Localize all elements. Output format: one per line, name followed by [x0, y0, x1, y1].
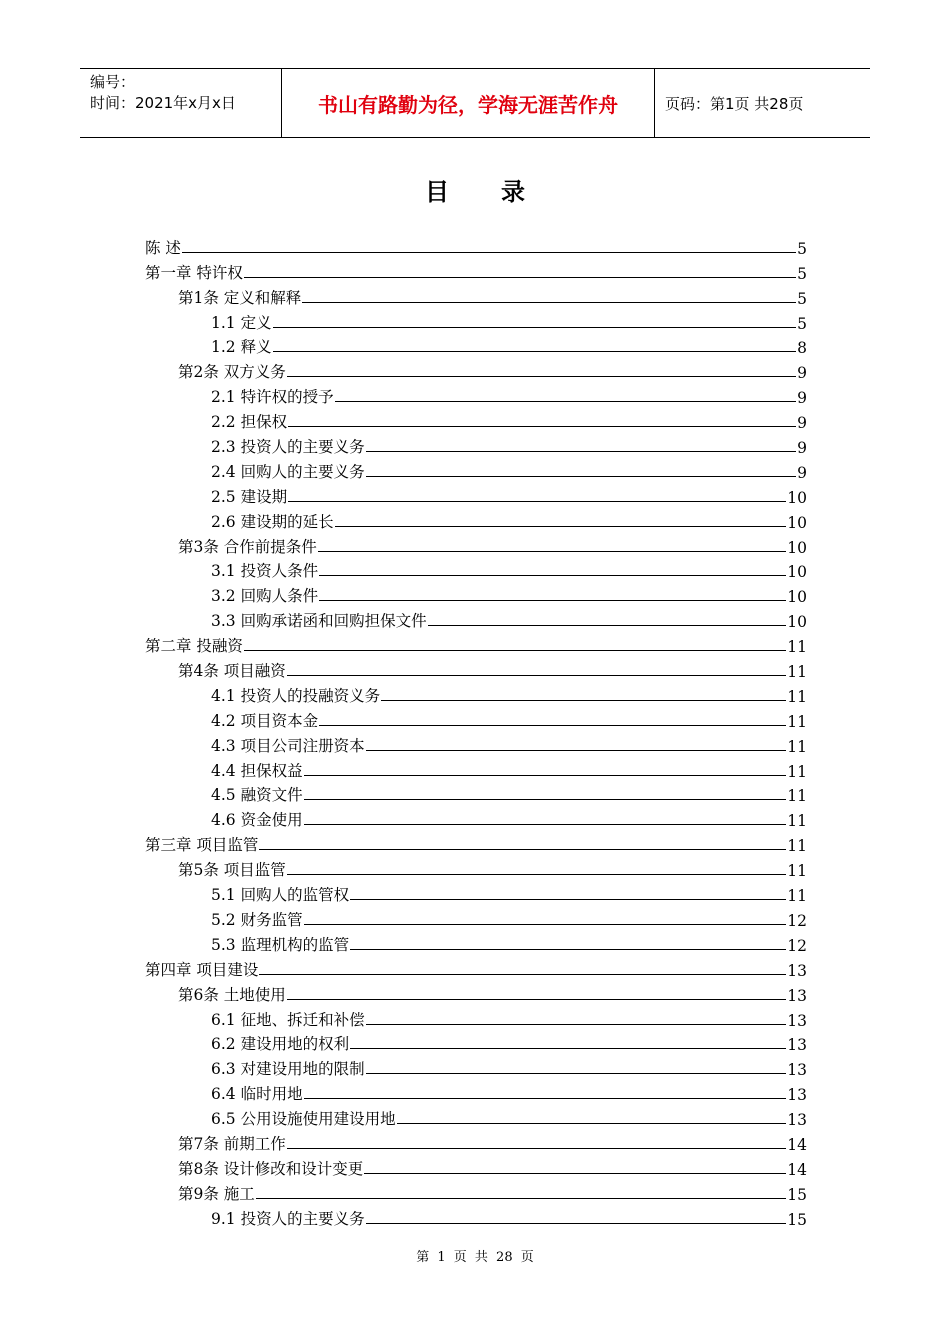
toc-entry-label: 4.6 资金使用	[211, 811, 303, 830]
toc-entry-page: 13	[787, 1061, 807, 1080]
toc-leader-line	[350, 949, 786, 950]
header-page-info: 页码：第1页 共28页	[665, 94, 804, 113]
toc-entry[interactable]	[145, 1179, 807, 1204]
page-title: 目录	[425, 178, 577, 206]
toc-leader-line	[319, 725, 786, 726]
toc-entry-page: 13	[787, 986, 807, 1005]
document-number-label: 编号：	[90, 73, 136, 91]
toc-entry[interactable]	[145, 631, 807, 656]
toc-entry[interactable]	[145, 980, 807, 1005]
toc-leader-line	[319, 600, 786, 601]
toc-entry-page: 5	[797, 314, 807, 333]
page-footer: 第 1 页 共 28 页	[416, 1250, 534, 1265]
toc-entry-label: 第6条 土地使用	[178, 985, 286, 1004]
toc-entry[interactable]	[145, 407, 807, 432]
toc-entry-page: 9	[797, 439, 807, 458]
toc-entry-page: 13	[787, 1086, 807, 1105]
toc-entry[interactable]	[145, 706, 807, 731]
header-meta-cell	[80, 69, 282, 137]
toc-entry[interactable]	[145, 830, 807, 855]
toc-entry-page: 11	[787, 787, 807, 806]
toc-entry[interactable]	[145, 432, 807, 457]
toc-entry[interactable]	[145, 855, 807, 880]
toc-entry[interactable]	[145, 880, 807, 905]
toc-entry-page: 13	[787, 961, 807, 980]
toc-leader-line	[366, 1024, 787, 1025]
toc-entry-label: 2.1 特许权的授予	[211, 388, 334, 407]
toc-entry-label: 第9条 施工	[178, 1184, 255, 1203]
toc-entry-page: 10	[787, 588, 807, 607]
toc-entry[interactable]	[145, 532, 807, 557]
toc-entry-page: 11	[787, 638, 807, 657]
toc-entry[interactable]	[145, 1005, 807, 1030]
toc-entry[interactable]	[145, 233, 807, 258]
toc-entry-page: 10	[787, 538, 807, 557]
toc-entry-label: 4.4 担保权益	[211, 761, 303, 780]
toc-entry[interactable]	[145, 308, 807, 333]
toc-entry[interactable]	[145, 333, 807, 358]
toc-entry-label: 6.4 临时用地	[211, 1085, 303, 1104]
table-of-contents	[145, 233, 807, 1229]
toc-entry-label: 陈 述	[145, 238, 181, 257]
toc-entry[interactable]	[145, 805, 807, 830]
toc-entry-label: 第一章 特许权	[145, 263, 243, 282]
toc-entry-page: 10	[787, 563, 807, 582]
toc-entry-label: 第4条 项目融资	[178, 662, 286, 681]
toc-entry-label: 第5条 项目监管	[178, 861, 286, 880]
toc-entry-label: 1.1 定义	[211, 313, 272, 332]
toc-entry-page: 5	[797, 239, 807, 258]
toc-entry[interactable]	[145, 731, 807, 756]
toc-entry-page: 11	[787, 712, 807, 731]
toc-leader-line	[428, 625, 787, 626]
toc-leader-line	[304, 924, 787, 925]
toc-entry[interactable]	[145, 258, 807, 283]
toc-entry-label: 4.5 融资文件	[211, 786, 303, 805]
toc-entry-label: 3.3 回购承诺函和回购担保文件	[211, 612, 427, 631]
toc-entry-label: 3.2 回购人条件	[211, 587, 319, 606]
toc-entry-page: 8	[797, 339, 807, 358]
toc-entry-label: 第1条 定义和解释	[178, 288, 302, 307]
toc-entry-label: 2.2 担保权	[211, 413, 288, 432]
toc-entry[interactable]	[145, 955, 807, 980]
toc-entry-page: 9	[797, 414, 807, 433]
toc-entry-label: 6.1 征地、拆迁和补偿	[211, 1010, 365, 1029]
toc-entry-page: 5	[797, 264, 807, 283]
toc-leader-line	[259, 974, 786, 975]
toc-entry-label: 第7条 前期工作	[178, 1134, 286, 1153]
toc-leader-line	[397, 1123, 787, 1124]
toc-leader-line	[259, 849, 786, 850]
toc-entry[interactable]	[145, 382, 807, 407]
toc-entry-page: 11	[787, 762, 807, 781]
toc-leader-line	[304, 1098, 787, 1099]
toc-entry-label: 第三章 项目监管	[145, 836, 259, 855]
toc-leader-line	[288, 501, 786, 502]
toc-leader-line	[304, 824, 787, 825]
toc-entry-label: 6.5 公用设施使用建设用地	[211, 1110, 396, 1129]
toc-entry-label: 6.2 建设用地的权利	[211, 1035, 350, 1054]
toc-entry-page: 5	[797, 289, 807, 308]
toc-entry[interactable]	[145, 1204, 807, 1229]
toc-leader-line	[319, 575, 786, 576]
toc-entry[interactable]	[145, 557, 807, 582]
toc-leader-line	[273, 327, 797, 328]
toc-entry-page: 11	[787, 862, 807, 881]
toc-entry-page: 14	[787, 1160, 807, 1179]
toc-entry-page: 10	[787, 613, 807, 632]
toc-entry-page: 11	[787, 737, 807, 756]
toc-leader-line	[335, 401, 797, 402]
toc-entry-page: 12	[787, 936, 807, 955]
toc-entry[interactable]	[145, 1054, 807, 1079]
toc-entry-page: 11	[787, 837, 807, 856]
toc-leader-line	[335, 526, 787, 527]
header-motto: 书山有路勤为径，学海无涯苦作舟	[282, 69, 655, 137]
toc-entry-label: 1.2 释义	[211, 338, 272, 357]
toc-entry[interactable]	[145, 457, 807, 482]
toc-leader-line	[364, 1173, 786, 1174]
toc-entry[interactable]	[145, 656, 807, 681]
toc-leader-line	[244, 650, 786, 651]
toc-entry-page: 11	[787, 812, 807, 831]
toc-leader-line	[350, 1048, 786, 1049]
toc-entry-page: 15	[787, 1185, 807, 1204]
toc-leader-line	[366, 451, 797, 452]
toc-entry-label: 3.1 投资人条件	[211, 562, 319, 581]
toc-entry-page: 11	[787, 663, 807, 682]
toc-entry[interactable]	[145, 357, 807, 382]
toc-entry-page: 13	[787, 1036, 807, 1055]
toc-entry-page: 13	[787, 1011, 807, 1030]
toc-leader-line	[256, 1198, 786, 1199]
toc-leader-line	[318, 551, 786, 552]
toc-entry-page: 10	[787, 488, 807, 507]
toc-entry-label: 第3条 合作前提条件	[178, 537, 317, 556]
toc-entry[interactable]	[145, 1154, 807, 1179]
toc-leader-line	[182, 252, 796, 253]
toc-entry-page: 9	[797, 463, 807, 482]
toc-entry[interactable]	[145, 1030, 807, 1055]
toc-entry-label: 4.2 项目资本金	[211, 711, 319, 730]
toc-entry-label: 4.3 项目公司注册资本	[211, 736, 365, 755]
toc-entry-page: 14	[787, 1135, 807, 1154]
toc-leader-line	[304, 799, 787, 800]
toc-entry-label: 5.3 监理机构的监管	[211, 935, 350, 954]
toc-leader-line	[288, 426, 796, 427]
toc-leader-line	[366, 750, 787, 751]
toc-entry[interactable]	[145, 1129, 807, 1154]
toc-leader-line	[244, 277, 796, 278]
toc-leader-line	[304, 775, 787, 776]
document-header	[80, 68, 870, 138]
toc-entry-label: 5.1 回购人的监管权	[211, 886, 350, 905]
toc-entry[interactable]	[145, 1104, 807, 1129]
toc-entry[interactable]	[145, 482, 807, 507]
toc-entry[interactable]	[145, 581, 807, 606]
toc-entry-label: 第8条 设计修改和设计变更	[178, 1159, 364, 1178]
toc-entry-label: 2.6 建设期的延长	[211, 512, 334, 531]
toc-entry-page: 11	[787, 687, 807, 706]
toc-entry[interactable]	[145, 283, 807, 308]
toc-entry-label: 9.1 投资人的主要义务	[211, 1209, 365, 1228]
toc-leader-line	[287, 874, 786, 875]
toc-entry-label: 第2条 双方义务	[178, 363, 286, 382]
toc-leader-line	[287, 1148, 786, 1149]
toc-entry-label: 2.4 回购人的主要义务	[211, 462, 365, 481]
toc-entry[interactable]	[145, 781, 807, 806]
toc-leader-line	[350, 899, 786, 900]
toc-entry-label: 5.2 财务监管	[211, 910, 303, 929]
toc-leader-line	[381, 700, 786, 701]
toc-entry[interactable]	[145, 1079, 807, 1104]
toc-leader-line	[287, 675, 786, 676]
toc-entry[interactable]	[145, 606, 807, 631]
toc-leader-line	[273, 351, 797, 352]
toc-entry-label: 4.1 投资人的投融资义务	[211, 686, 381, 705]
toc-entry-page: 13	[787, 1111, 807, 1130]
toc-entry-page: 9	[797, 389, 807, 408]
toc-entry[interactable]	[145, 930, 807, 955]
toc-entry[interactable]	[145, 905, 807, 930]
toc-entry-page: 15	[787, 1210, 807, 1229]
toc-entry-page: 9	[797, 364, 807, 383]
toc-entry-label: 第四章 项目建设	[145, 960, 259, 979]
toc-entry-label: 6.3 对建设用地的限制	[211, 1060, 365, 1079]
toc-leader-line	[287, 999, 786, 1000]
toc-leader-line	[287, 376, 796, 377]
toc-entry-label: 2.3 投资人的主要义务	[211, 438, 365, 457]
toc-entry[interactable]	[145, 681, 807, 706]
toc-leader-line	[366, 476, 797, 477]
toc-entry[interactable]	[145, 756, 807, 781]
toc-leader-line	[366, 1223, 787, 1224]
toc-entry-page: 10	[787, 513, 807, 532]
toc-leader-line	[366, 1073, 787, 1074]
toc-entry-label: 第二章 投融资	[145, 637, 243, 656]
toc-leader-line	[302, 302, 796, 303]
toc-entry-page: 11	[787, 887, 807, 906]
toc-entry[interactable]	[145, 507, 807, 532]
toc-entry-page: 12	[787, 911, 807, 930]
toc-entry-label: 2.5 建设期	[211, 487, 288, 506]
document-time-label: 时间：2021年x月x日	[90, 94, 236, 112]
